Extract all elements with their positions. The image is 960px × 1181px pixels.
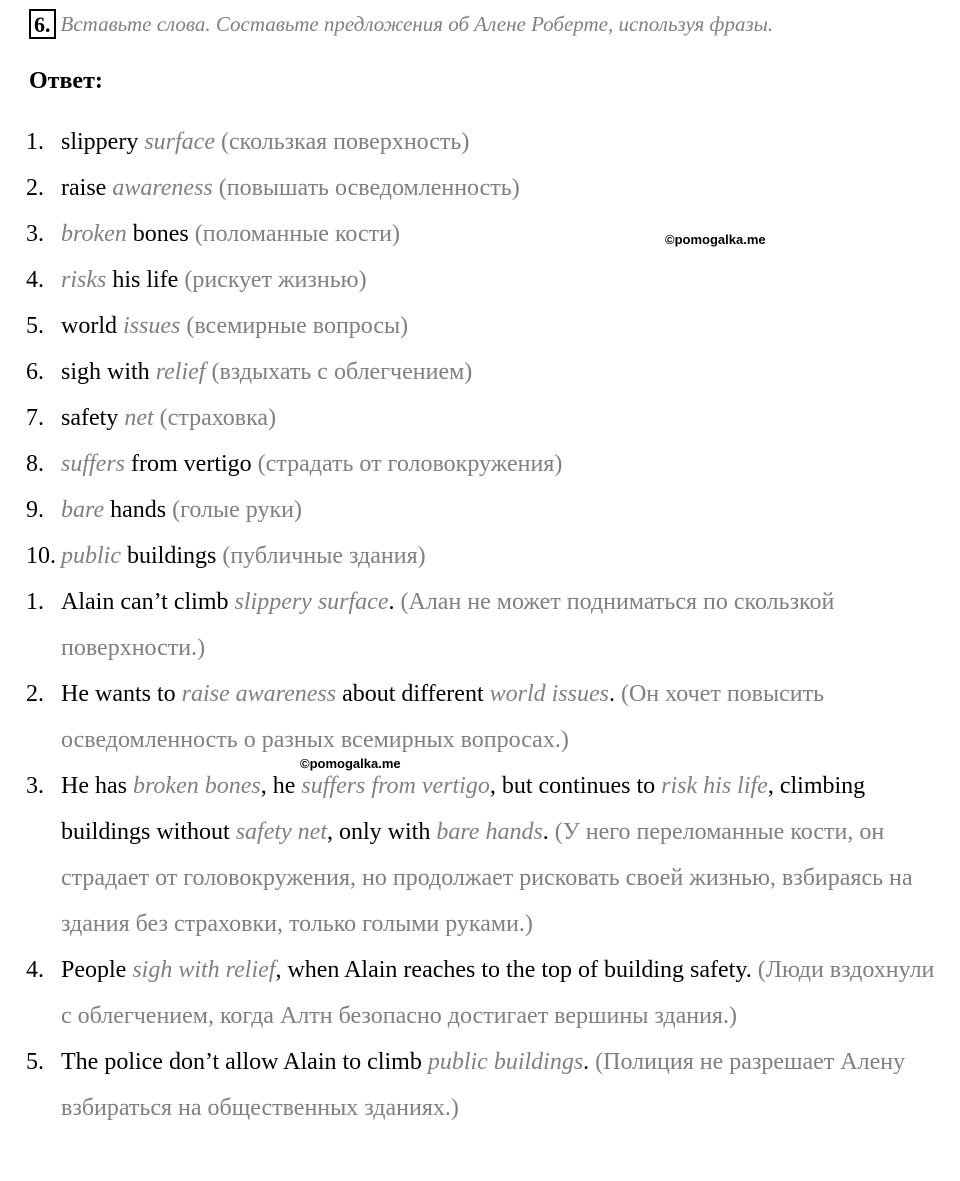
english-text: from vertigo (125, 451, 258, 477)
phrase-item (26, 119, 936, 165)
english-text: People (61, 957, 133, 983)
translation-text: (рискует жизнью) (184, 267, 367, 293)
english-text: . (542, 819, 555, 845)
key-phrase: raise awareness (181, 681, 337, 707)
key-phrase: relief (155, 359, 206, 385)
answer-label: Ответ: (29, 68, 103, 94)
key-phrase: bare (61, 497, 105, 523)
english-text: He has (61, 773, 133, 799)
translation-text: (страдать от головокружения) (257, 451, 563, 477)
english-text: . (583, 1049, 596, 1075)
sentence-item (26, 1039, 936, 1131)
task-instruction: Вставьте слова. Составьте предложения об Алене Роберте, используя фразы. (60, 11, 774, 36)
translation-text: (поломанные кости) (194, 221, 400, 247)
phrase-item (26, 533, 936, 579)
sentence-item (26, 671, 936, 763)
key-phrase: broken (61, 221, 127, 247)
task-header (29, 9, 773, 39)
english-text: sigh with (61, 359, 156, 385)
translation-text: (скользкая поверхность) (214, 129, 470, 155)
item-number: 10. (26, 543, 56, 569)
english-text: , he (260, 773, 302, 799)
item-number: 2. (26, 681, 44, 707)
item-number: 5. (26, 1049, 44, 1075)
item-number: 6. (26, 359, 44, 385)
sentence-item (26, 947, 936, 1039)
translation-text: (Полиция не разрешает Алену взбираться на общественных зданиях.) (61, 1049, 906, 1121)
phrase-item (26, 441, 936, 487)
english-text: . (608, 681, 621, 707)
phrase-item (26, 257, 936, 303)
english-text: slippery (61, 129, 145, 155)
key-phrase: risks (61, 267, 107, 293)
task-number: 6. (29, 9, 56, 39)
key-phrase: world issues (489, 681, 609, 707)
item-number: 3. (26, 221, 44, 247)
key-phrase: issues (123, 313, 181, 339)
key-phrase: sigh with relief (132, 957, 276, 983)
translation-text: (вздыхать с облегчением) (205, 359, 473, 385)
translation-text: (У него переломанные кости, он страдает от головокружения, но продолжает рисковать своей жизнью, взбираясь на здания без страховки, только голыми руками.) (61, 819, 913, 937)
item-number: 3. (26, 773, 44, 799)
english-text: buildings (121, 543, 223, 569)
phrase-item (26, 165, 936, 211)
english-text: bones (126, 221, 195, 247)
key-phrase: awareness (112, 175, 213, 201)
translation-text: (голые руки) (172, 497, 302, 523)
english-text: , when Alain reaches to the top of building safety. (275, 957, 758, 983)
english-text: raise (61, 175, 113, 201)
item-number: 1. (26, 589, 44, 615)
phrase-item (26, 487, 936, 533)
english-text: , climbing buildings without (61, 773, 866, 845)
item-number: 1. (26, 129, 44, 155)
key-phrase: safety net (235, 819, 327, 845)
translation-text: (публичные здания) (222, 543, 426, 569)
translation-text: (Он хочет повысить осведомленность о разных всемирных вопросах.) (61, 681, 825, 753)
english-text: , only with (327, 819, 437, 845)
item-number: 4. (26, 957, 44, 983)
english-text: He wants to (61, 681, 182, 707)
translation-text: (Люди вздохнули с облегчением, когда Алтн безопасно достигает вершины здания.) (61, 957, 935, 1029)
item-number: 9. (26, 497, 44, 523)
item-number: 8. (26, 451, 44, 477)
key-phrase: public (61, 543, 121, 569)
phrase-item (26, 395, 936, 441)
key-phrase: suffers (61, 451, 126, 477)
english-text: world (61, 313, 123, 339)
item-number: 4. (26, 267, 44, 293)
item-number: 7. (26, 405, 44, 431)
translation-text: (Алан не может подниматься по скользкой поверхности.) (61, 589, 835, 661)
phrase-item (26, 303, 936, 349)
item-number: 5. (26, 313, 44, 339)
key-phrase: public buildings (427, 1049, 584, 1075)
key-phrase: surface (144, 129, 215, 155)
english-text: , but continues to (489, 773, 662, 799)
english-text: about different (336, 681, 490, 707)
english-text: Alain can’t climb (61, 589, 235, 615)
key-phrase: slippery surface (234, 589, 389, 615)
translation-text: (страховка) (153, 405, 277, 431)
key-phrase: broken bones (132, 773, 261, 799)
translation-text: (всемирные вопросы) (180, 313, 409, 339)
english-text: . (388, 589, 401, 615)
english-text: hands (104, 497, 173, 523)
sentence-item (26, 763, 936, 947)
sentence-item (26, 579, 936, 671)
phrase-item (26, 211, 936, 257)
translation-text: (повышать осведомленность) (212, 175, 520, 201)
answer-list (26, 119, 936, 1131)
key-phrase: suffers from vertigo (301, 773, 490, 799)
key-phrase: bare hands (436, 819, 543, 845)
english-text: his life (106, 267, 185, 293)
key-phrase: net (124, 405, 154, 431)
english-text: The police don’t allow Alain to climb (61, 1049, 428, 1075)
key-phrase: risk his life (661, 773, 768, 799)
watermark: ©pomogalka.me (665, 232, 766, 247)
watermark: ©pomogalka.me (300, 756, 401, 771)
english-text: safety (61, 405, 125, 431)
item-number: 2. (26, 175, 44, 201)
phrase-item (26, 349, 936, 395)
